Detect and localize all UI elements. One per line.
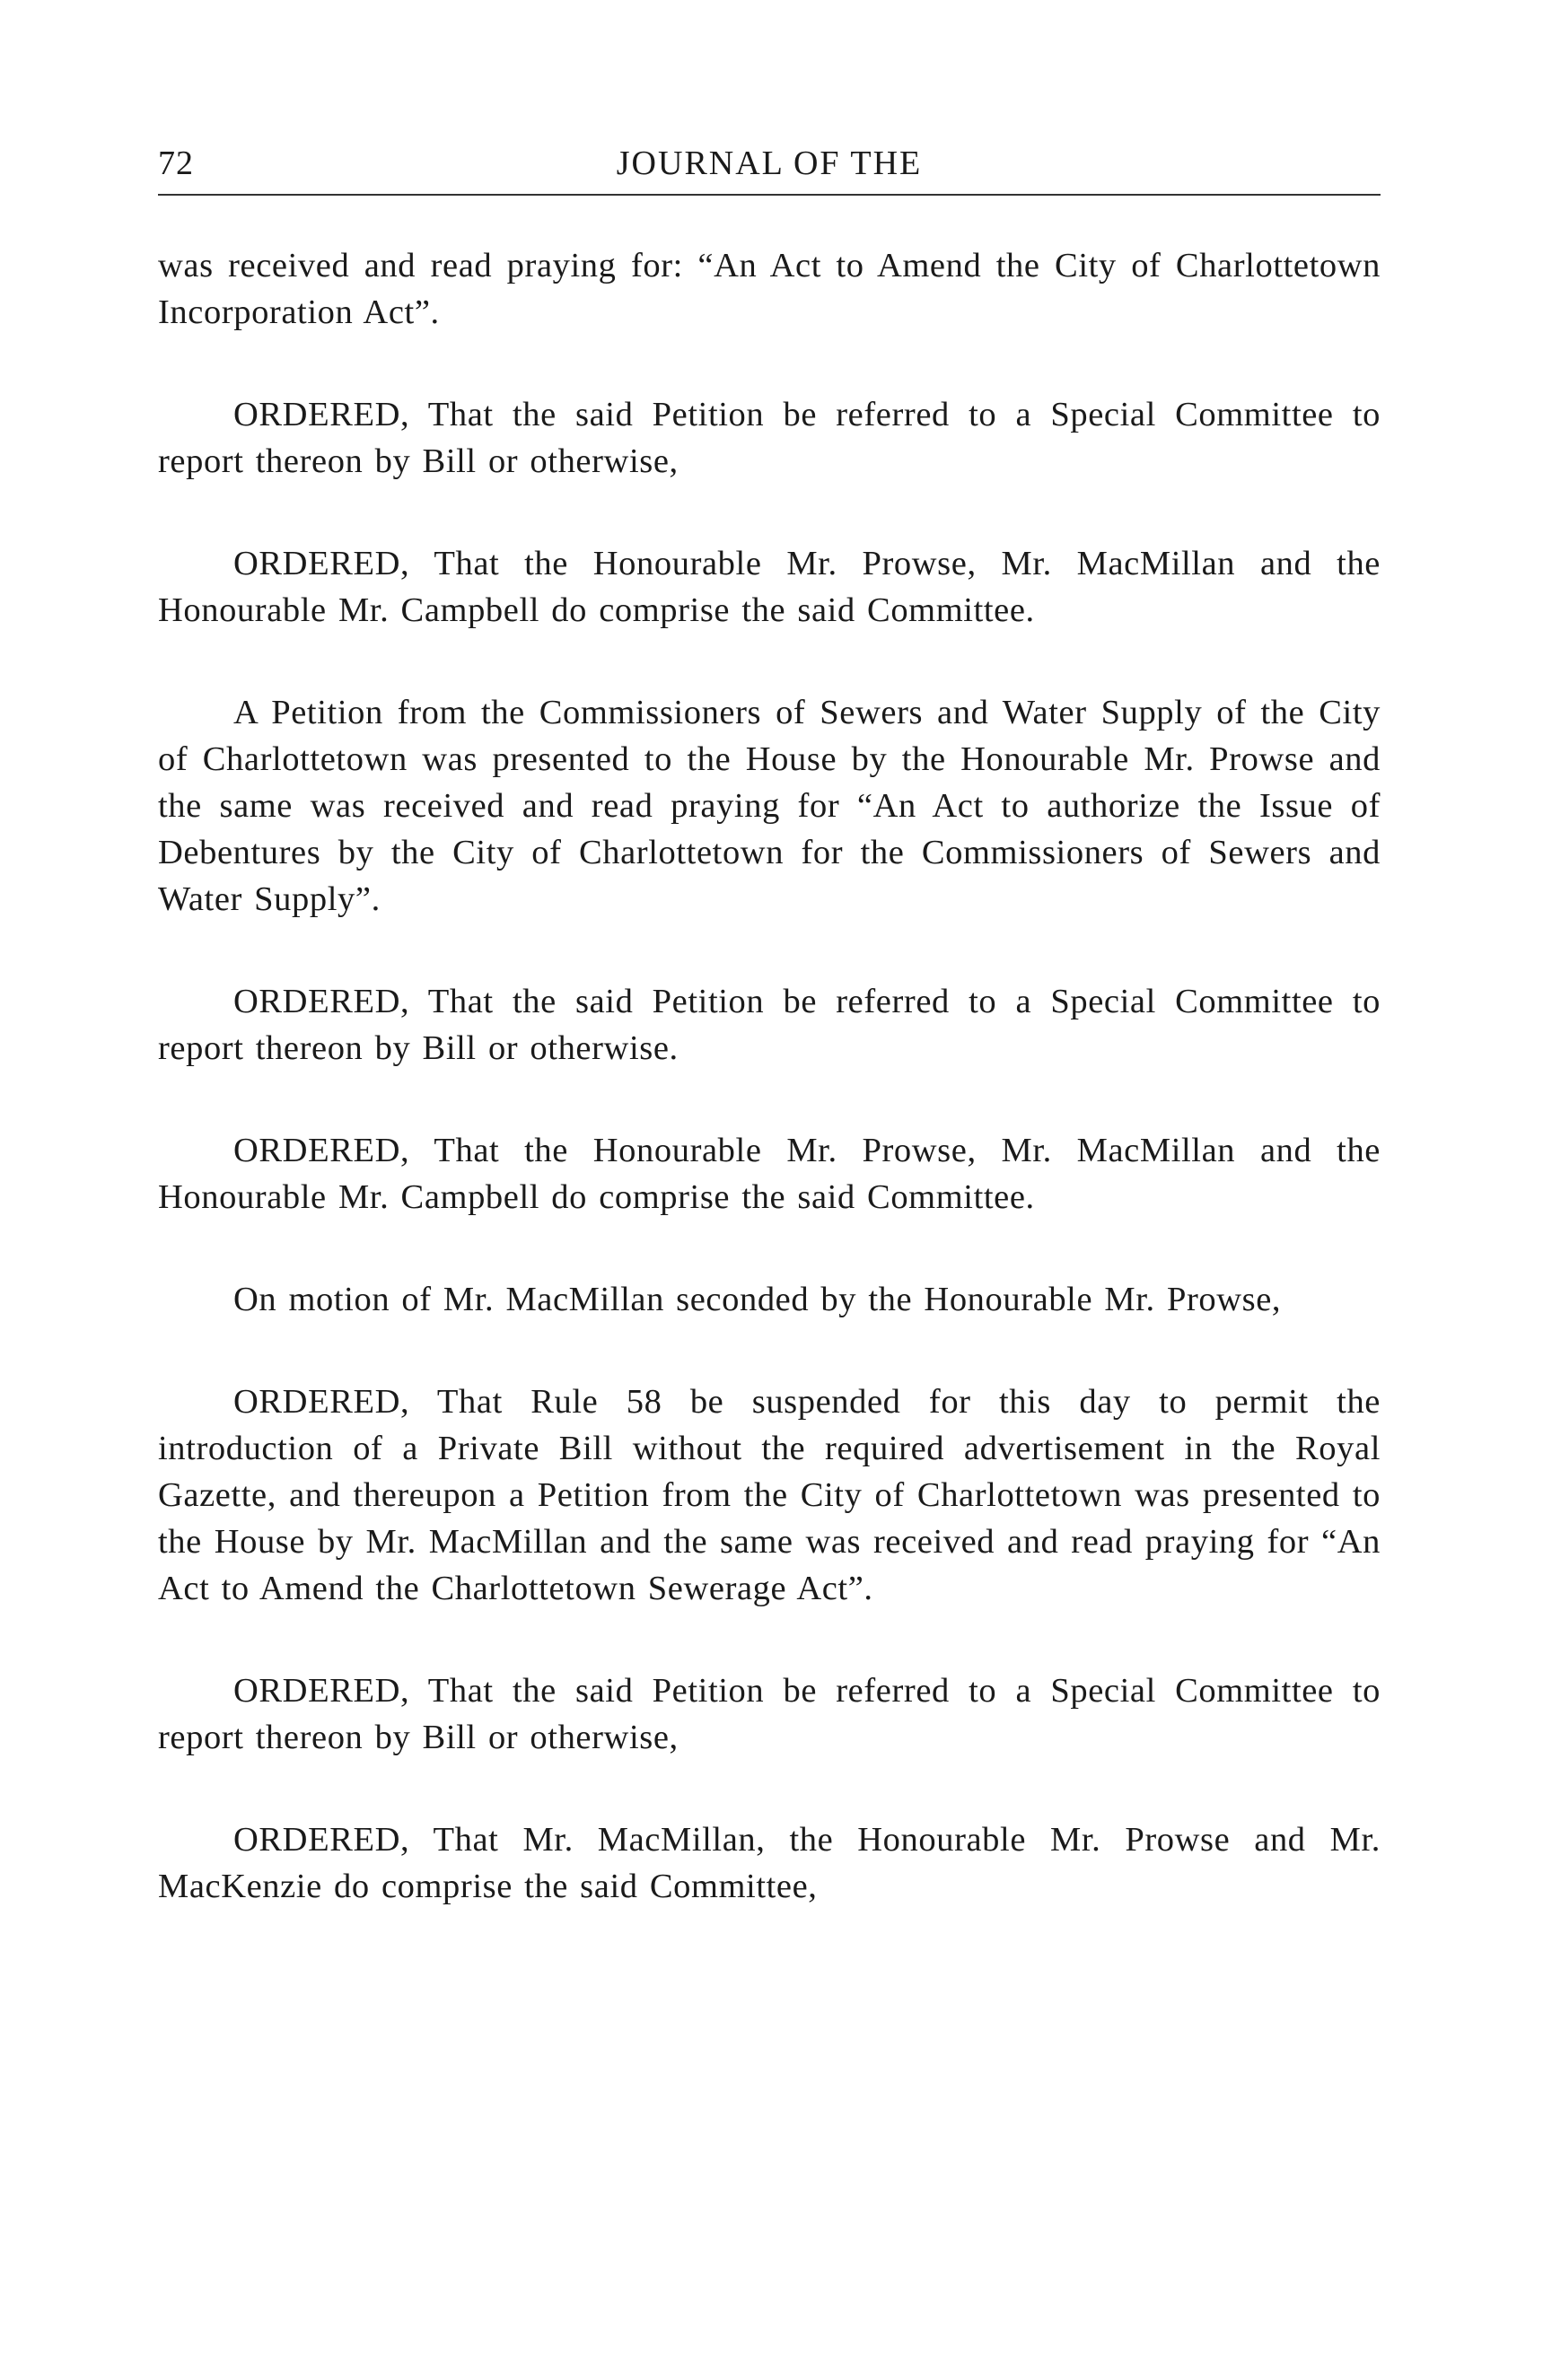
paragraph-ordered-committee: ORDERED, That Mr. MacMillan, the Honourable Mr. Prowse and Mr. MacKenzie do comprise the said Committee, [158, 1821, 1381, 1905]
paragraph-ordered-referral: ORDERED, That the said Petition be referred to a Special Committee to report thereon by Bill or otherwise, [158, 396, 1381, 480]
paragraph-ordered-committee: ORDERED, That the Honourable Mr. Prowse, Mr. MacMillan and the Honourable Mr. Campbell do comprise the said Committee. [158, 545, 1381, 629]
paragraph-ordered-referral: ORDERED, That the said Petition be referred to a Special Committee to report thereon by Bill or otherwise. [158, 983, 1381, 1067]
header-rule [158, 194, 1381, 196]
running-head: JOURNAL OF THE [616, 144, 923, 182]
paragraph-ordered-referral: ORDERED, That the said Petition be referred to a Special Committee to report thereon by Bill or otherwise, [158, 1672, 1381, 1756]
page-header [158, 144, 1381, 197]
paragraph-motion: On motion of Mr. MacMillan seconded by the Honourable Mr. Prowse, [233, 1281, 1282, 1318]
paragraph-continuation: was received and read praying for: “An Act to Amend the City of Charlottetown Incorporation Act”. [158, 247, 1381, 331]
paragraph-petition: A Petition from the Commissioners of Sewers and Water Supply of the City of Charlottetown was presented to the House by the Honourable Mr. Prowse and the same was received and read praying for “An Act to authorize the Issue of Debentures by the City of Charlottetown for the Commissioners of Sewers and Water Supply”. [158, 694, 1381, 918]
page-number: 72 [158, 144, 194, 182]
paragraph-ordered-committee: ORDERED, That the Honourable Mr. Prowse, Mr. MacMillan and the Honourable Mr. Campbell do comprise the said Committee. [158, 1132, 1381, 1216]
page-body [158, 242, 1381, 1965]
paragraph-ordered-rule-suspension: ORDERED, That Rule 58 be suspended for this day to permit the introduction of a Private Bill without the required advertisement in the Royal Gazette, and thereupon a Petition from the City of Charlottetown was presented to the House by Mr. MacMillan and the same was received and read praying for “An Act to Amend the Charlottetown Sewerage Act”. [158, 1383, 1381, 1607]
